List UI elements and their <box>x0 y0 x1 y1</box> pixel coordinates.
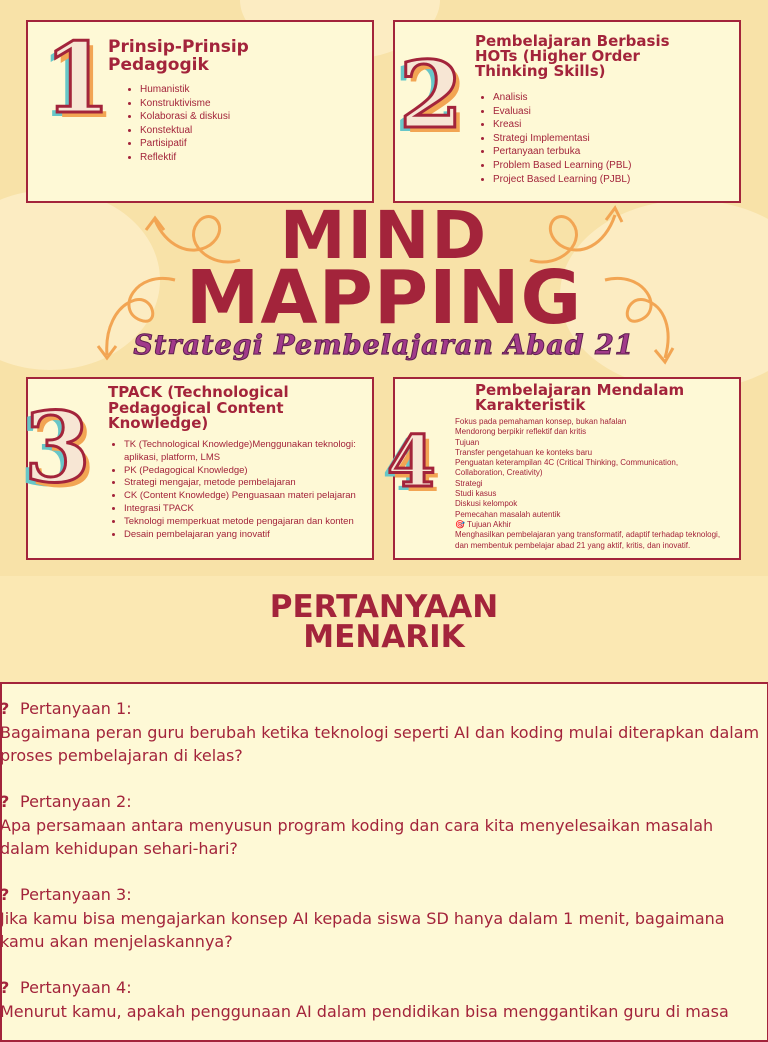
list-item: • Desain pembelajaran yang inovatif <box>124 529 382 542</box>
list-item: • Teknologi memperkuat metode pengajaran dan konten <box>124 516 382 529</box>
question-label: Pertanyaan 3: <box>20 885 132 904</box>
card4-title-line: Pembelajaran Mendalam <box>475 381 685 399</box>
card2-list <box>477 91 743 186</box>
list-item: • CK (Content Knowledge) Penguasaan materi pelajaran <box>124 490 382 503</box>
question-item <box>0 790 768 861</box>
text-line: Studi kasus <box>455 489 497 499</box>
question-heading <box>0 790 768 814</box>
text-line: Transfer pengetahuan ke konteks baru <box>455 447 593 457</box>
question-mark-icon: ? <box>0 792 10 811</box>
list-item: • Reflektif <box>140 151 380 165</box>
card3-list <box>108 439 382 541</box>
card4-title-line: Karakteristik <box>475 396 586 414</box>
card1-list <box>124 83 380 165</box>
question-text: Bagaimana peran guru berubah ketika teknologi seperti AI dan koding mulai diterapkan dalam proses pembelajaran di kelas? <box>0 722 760 765</box>
number-4-graphic: 4 <box>387 420 436 503</box>
list-item: • Pertanyaan terbuka <box>493 145 743 159</box>
question-item <box>0 883 768 954</box>
list-item: • Kolaborasi & diskusi <box>140 110 380 124</box>
card3-title <box>108 385 289 432</box>
number-3-graphic: 3 <box>24 391 91 504</box>
mind-title-line2: MAPPING <box>185 255 583 341</box>
card1-title-line: Pedagogik <box>108 55 209 75</box>
mind-title-line1: MIND <box>279 197 489 274</box>
list-item: • Kreasi <box>493 118 743 132</box>
text-line: Mendorong berpikir reflektif dan kritis <box>455 427 587 437</box>
card-hots-learning <box>393 20 741 203</box>
question-text: Apa persamaan antara menyusun program koding dan cara kita menyelesaikan masalah dalam kehidupan sehari-hari? <box>0 815 714 858</box>
list-item: • Humanistik <box>140 83 380 97</box>
list-item: • Evaluasi <box>493 105 743 119</box>
text-line: Strategi <box>455 478 483 488</box>
question-heading <box>0 883 768 907</box>
card1-title-line: Prinsip-Prinsip <box>108 37 249 57</box>
card2-title <box>475 34 670 79</box>
list-item: • Analisis <box>493 91 743 105</box>
list-item: • Project Based Learning (PJBL) <box>493 173 743 187</box>
text-line: Tujuan <box>455 437 480 447</box>
text-line: Penguatan keterampilan 4C (Critical Thinking, Communication, <box>455 458 679 468</box>
question-mark-icon: ? <box>0 885 10 904</box>
text-line: 🎯 Tujuan Akhir <box>455 519 512 529</box>
question-label: Pertanyaan 2: <box>20 792 132 811</box>
list-item: • Konstruktivisme <box>140 97 380 111</box>
list-item: • TK (Technological Knowledge)Menggunakan teknologi: aplikasi, platform, LMS <box>124 439 382 465</box>
section-title-line1: PERTANYAAN <box>269 589 499 625</box>
card3-title-line: Knowledge) <box>108 414 209 432</box>
question-label: Pertanyaan 1: <box>20 699 132 718</box>
main-subtitle: Strategi Pembelajaran Abad 21 <box>133 330 635 361</box>
question-heading <box>0 697 768 721</box>
card3-title-line: TPACK (Technological <box>108 383 289 401</box>
card-tpack <box>26 377 374 560</box>
list-item: • Partisipatif <box>140 137 380 151</box>
list-item: • Problem Based Learning (PBL) <box>493 159 743 173</box>
text-line: Menghasilkan pembelajaran yang transformatif, adaptif terhadap teknologi, <box>455 530 721 540</box>
text-line: Diskusi kelompok <box>455 499 518 509</box>
text-line: Pemecahan masalah autentik <box>455 509 561 519</box>
card3-title-line: Pedagogical Content <box>108 398 284 417</box>
question-text: Menurut kamu, apakah penggunaan AI dalam pendidikan bisa menggantikan guru di masa <box>0 1001 729 1021</box>
question-item <box>0 976 768 1023</box>
card2-title-line: HOTs (Higher Order <box>475 47 640 65</box>
text-line: Collaboration, Creativity) <box>455 468 543 478</box>
card4-title <box>475 383 684 413</box>
list-item: • Konstektual <box>140 124 380 138</box>
card2-title-line: Pembelajaran Berbasis <box>475 32 670 50</box>
text-line: dan membentuk pembelajar abad 21 yang aktif, kritis, dan inovatif. <box>455 540 691 550</box>
number-1-graphic: 1 <box>44 22 111 135</box>
question-mark-icon: ? <box>0 699 10 718</box>
card1-title <box>108 38 249 74</box>
list-item: • Strategi Implementasi <box>493 132 743 146</box>
text-line: Fokus pada pemahaman konsep, bukan hafalan <box>455 417 627 426</box>
list-item: • PK (Pedagogical Knowledge) <box>124 465 382 478</box>
question-mark-icon: ? <box>0 978 10 997</box>
card2-title-line: Thinking Skills) <box>475 62 606 80</box>
card-pedagogical-principles <box>26 20 374 203</box>
card4-text <box>455 417 745 551</box>
question-heading <box>0 976 768 1000</box>
question-item <box>0 697 768 768</box>
section-title-line2: MENARIK <box>303 619 465 655</box>
list-item: • Integrasi TPACK <box>124 503 382 516</box>
question-text: Jika kamu bisa mengajarkan konsep AI kepada siswa SD hanya dalam 1 menit, bagaimana kamu akan menjelaskannya? <box>0 908 725 951</box>
question-label: Pertanyaan 4: <box>20 978 132 997</box>
list-item: • Strategi mengajar, metode pembelajaran <box>124 477 382 490</box>
number-2-graphic: 2 <box>399 41 464 149</box>
card-deep-learning <box>387 377 741 560</box>
